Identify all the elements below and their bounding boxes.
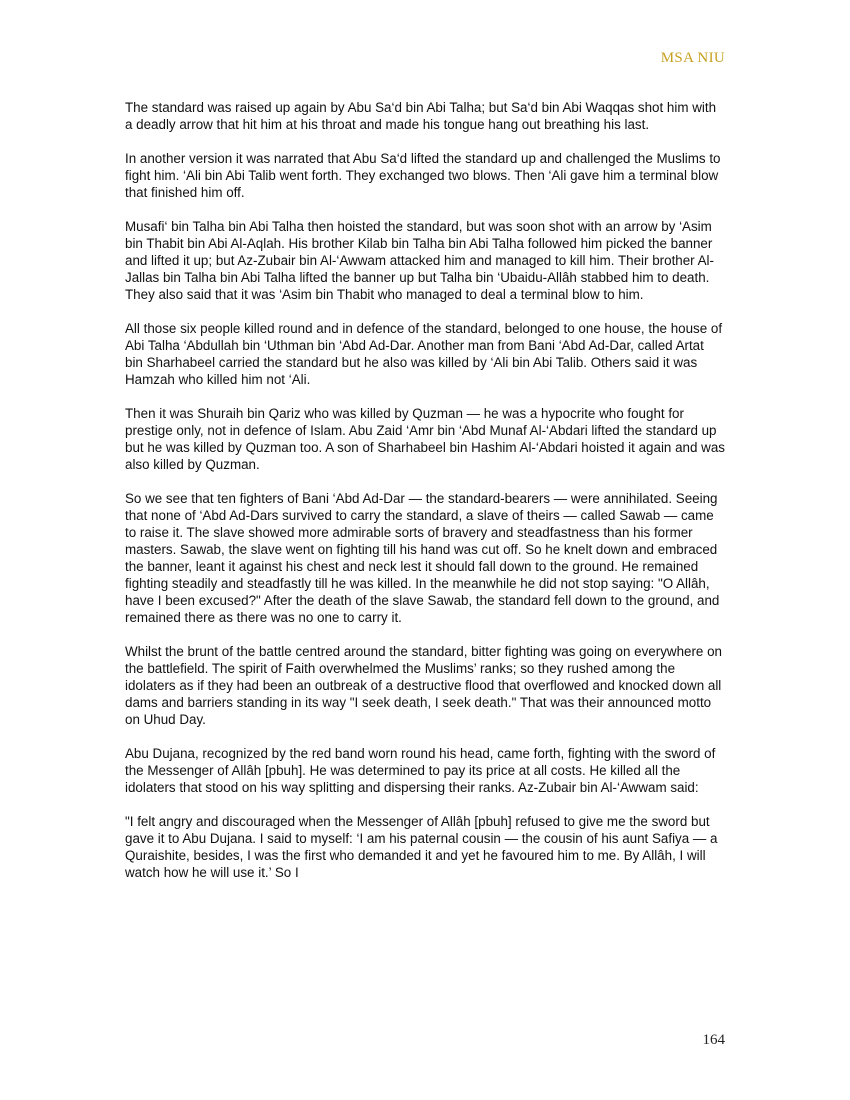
paragraph: Then it was Shuraih bin Qariz who was killed by Quzman — he was a hypocrite who fought for prestige only, not in defence of Islam. Abu Zaid ‘Amr bin ‘Abd Munaf Al-‘Abdari lifted the standard up but he was killed by Quzman too. A son of Sharhabeel bin Hashim Al-‘Abdari hoisted it again and was also killed by Quzman. [125, 406, 725, 472]
paragraph: All those six people killed round and in defence of the standard, belonged to one house, the house of Abi Talha ‘Abdullah bin ‘Uthman bin ‘Abd Ad-Dar. Another man from Bani ‘Abd Ad-Dar, called Artat bin Sharhabeel carried the standard but he also was killed by ‘Ali bin Abi Talib. Others said it was Hamzah who killed him not ‘Ali. [125, 321, 723, 387]
paragraph: In another version it was narrated that Abu Sa‘d lifted the standard up and challenged the Muslims to fight him. ‘Ali bin Abi Talib went forth. They exchanged two blows. Then ‘Ali gave him a terminal blow that finished him off. [125, 151, 721, 200]
paragraph: Musafi‘ bin Talha bin Abi Talha then hoisted the standard, but was soon shot with an arrow by ‘Asim bin Thabit bin Abi Al-Aqlah. His brother Kilab bin Talha bin Abi Talha followed him picked the banner and lifted it up; but Az-Zubair bin Al-‘Awwam attacked him and managed to kill him. Their brother Al-Jallas bin Talha bin Abi Talha lifted the banner up but Talha bin ‘Ubaidu-Allâh stabbed him to death. They also said that it was ‘Asim bin Thabit who managed to deal a terminal blow to him. [125, 219, 714, 302]
paragraph: "I felt angry and discouraged when the Messenger of Allâh [pbuh] refused to give me the sword but gave it to Abu Dujana. I said to myself: ‘I am his paternal cousin — the cousin of his aunt Safiya — a Quraishite, besides, I was the first who demanded it and yet he favoured him to me. By Allâh, I will watch how he will use it.’ So I [125, 814, 718, 880]
paragraph: The standard was raised up again by Abu Sa‘d bin Abi Talha; but Sa‘d bin Abi Waqqas shot him with a deadly arrow that hit him at his throat and made his tongue hang out breathing his last. [125, 100, 717, 132]
paragraph: So we see that ten fighters of Bani ‘Abd Ad-Dar — the standard-bearers — were annihilated. Seeing that none of ‘Abd Ad-Dars survived to carry the standard, a slave of theirs — called Sawab — came to raise it. The slave showed more admirable sorts of bravery and steadfastness than his former masters. Sawab, the slave went on fighting till his hand was cut off. So he knelt down and embraced the banner, leant it against his chest and neck lest it should fall down to the ground. He remained fighting steadily and steadfastly till he was killed. In the meanwhile he did not stop saying: "O Allâh, have I been excused?" After the death of the slave Sawab, the standard fell down to the ground, and remained there as there was no one to carry it. [125, 491, 720, 625]
paragraph: Abu Dujana, recognized by the red band worn round his head, came forth, fighting with the sword of the Messenger of Allâh [pbuh]. He was determined to pay its price at all costs. He killed all the idolaters that stood on his way splitting and dispersing their ranks. Az-Zubair bin Al-‘Awwam said: [125, 746, 716, 795]
paragraph: Whilst the brunt of the battle centred around the standard, bitter fighting was going on everywhere on the battlefield. The spirit of Faith overwhelmed the Muslims’ ranks; so they rushed among the idolaters as if they had been an outbreak of a destructive flood that overflowed and knocked down all dams and barriers standing in its way "I seek death, I seek death." That was their announced motto on Uhud Day. [125, 644, 722, 727]
page-header-title: MSA NIU [660, 50, 725, 66]
page-body [125, 99, 725, 898]
page-number: 164 [702, 1032, 725, 1048]
